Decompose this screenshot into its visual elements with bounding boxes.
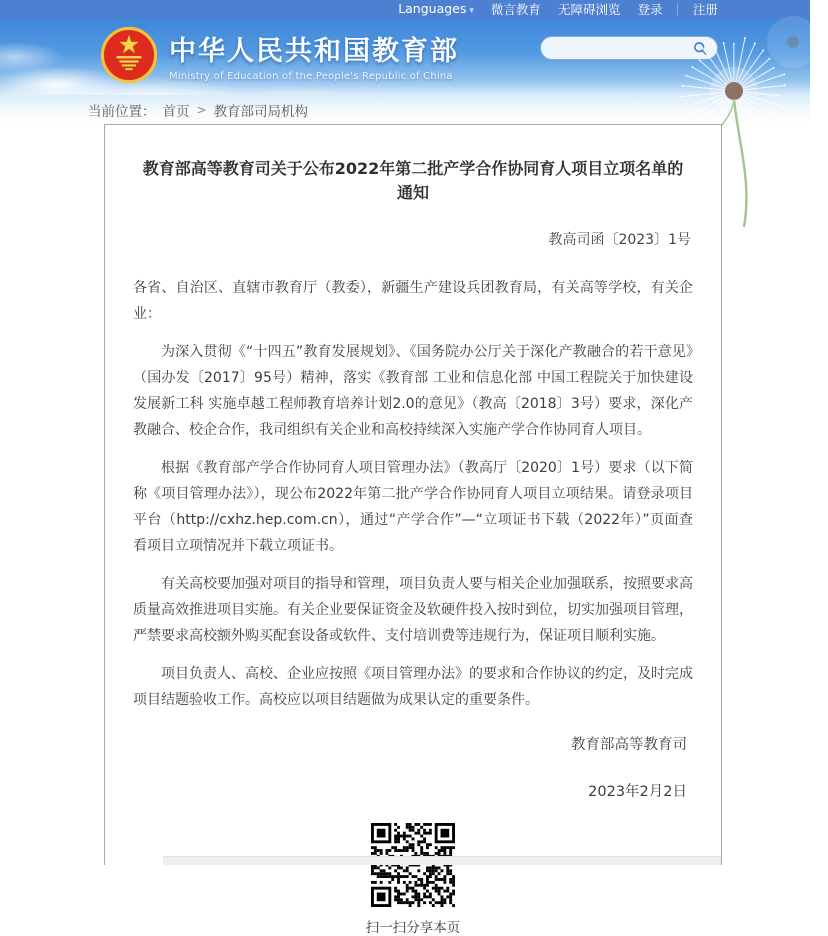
register-link[interactable]: 注册 <box>693 0 718 19</box>
site-logo-home-link[interactable] <box>100 26 459 84</box>
search-box <box>540 36 718 60</box>
search-input[interactable] <box>553 38 693 58</box>
issuing-department: 教育部高等教育司 <box>105 733 687 754</box>
site-subtitle: Ministry of Education of the People's Republic of China <box>169 71 459 82</box>
languages-menu[interactable]: Languages ▾ <box>398 0 474 21</box>
topbar-link-accessibility[interactable]: 无障碍浏览 <box>558 0 621 19</box>
breadcrumb <box>0 95 810 124</box>
document-number: 教高司函〔2023〕1号 <box>135 229 691 249</box>
topbar <box>0 0 810 19</box>
qr-code <box>371 823 455 907</box>
notice-document <box>104 124 722 865</box>
notice-paragraph: 为深入贯彻《“十四五”教育发展规划》、《国务院办公厅关于深化产教融合的若干意见》（国办发〔2017〕95号）精神，落实《教育部 工业和信息化部 中国工程院关于加快建设发展新工科 实施卓越工程师教育培养计划2.0的意见》（教高〔2018〕3号）要求，深化产教融合、校企合作，我司组织有关企业和高校持续深入实施产学合作协同育人项目。 <box>133 339 693 443</box>
breadcrumb-current[interactable]: 教育部司局机构 <box>214 100 309 120</box>
notice-paragraph: 根据《教育部产学合作协同育人项目管理办法》（教高厅〔2020〕1号）要求（以下简称《项目管理办法》），现公布2022年第二批产学合作协同育人项目立项结果。请登录项目平台（http://cxhz.hep.com.cn），通过“产学合作”—“立项证书下载（2022年）”页面查看项目立项情况并下载立项证书。 <box>133 455 693 559</box>
topbar-divider: ｜ <box>671 0 684 19</box>
search-button[interactable] <box>693 40 709 56</box>
salutation: 各省、自治区、直辖市教育厅（教委），新疆生产建设兵团教育局，有关高等学校，有关企业： <box>133 275 693 327</box>
issue-date: 2023年2月2日 <box>105 780 687 801</box>
national-emblem-icon <box>100 26 158 84</box>
login-link[interactable]: 登录 <box>637 0 662 19</box>
notice-paragraph: 项目负责人、高校、企业应按照《项目管理办法》的要求和合作协议的约定，及时完成项目结题验收工作。高校应以项目结题做为成果认定的重要条件。 <box>133 661 693 713</box>
notice-title: 教育部高等教育司关于公布2022年第二批产学合作协同育人项目立项名单的通知 <box>141 157 685 205</box>
notice-paragraph: 有关高校要加强对项目的指导和管理，项目负责人要与相关企业加强联系，按照要求高质量高效推进项目实施。有关企业要保证资金及软硬件投入按时到位，切实加强项目管理，严禁要求高校额外购买配套设备或软件、支付培训费等违规行为，保证项目顺利实施。 <box>133 571 693 649</box>
topbar-link-weiyan[interactable]: 微言教育 <box>491 0 541 19</box>
site-title: 中华人民共和国教育部 <box>169 29 459 68</box>
share-section <box>105 823 721 936</box>
qr-caption: 扫一扫分享本页 <box>105 916 721 936</box>
breadcrumb-label: 当前位置： <box>88 100 156 120</box>
breadcrumb-home-link[interactable]: 首页 <box>163 100 190 120</box>
breadcrumb-separator: > <box>197 103 207 117</box>
site-header <box>0 19 810 95</box>
closing-block <box>105 733 721 801</box>
chevron-down-icon: ▾ <box>469 6 474 16</box>
sheet-footer-bar <box>163 856 721 865</box>
search-icon <box>693 41 708 56</box>
